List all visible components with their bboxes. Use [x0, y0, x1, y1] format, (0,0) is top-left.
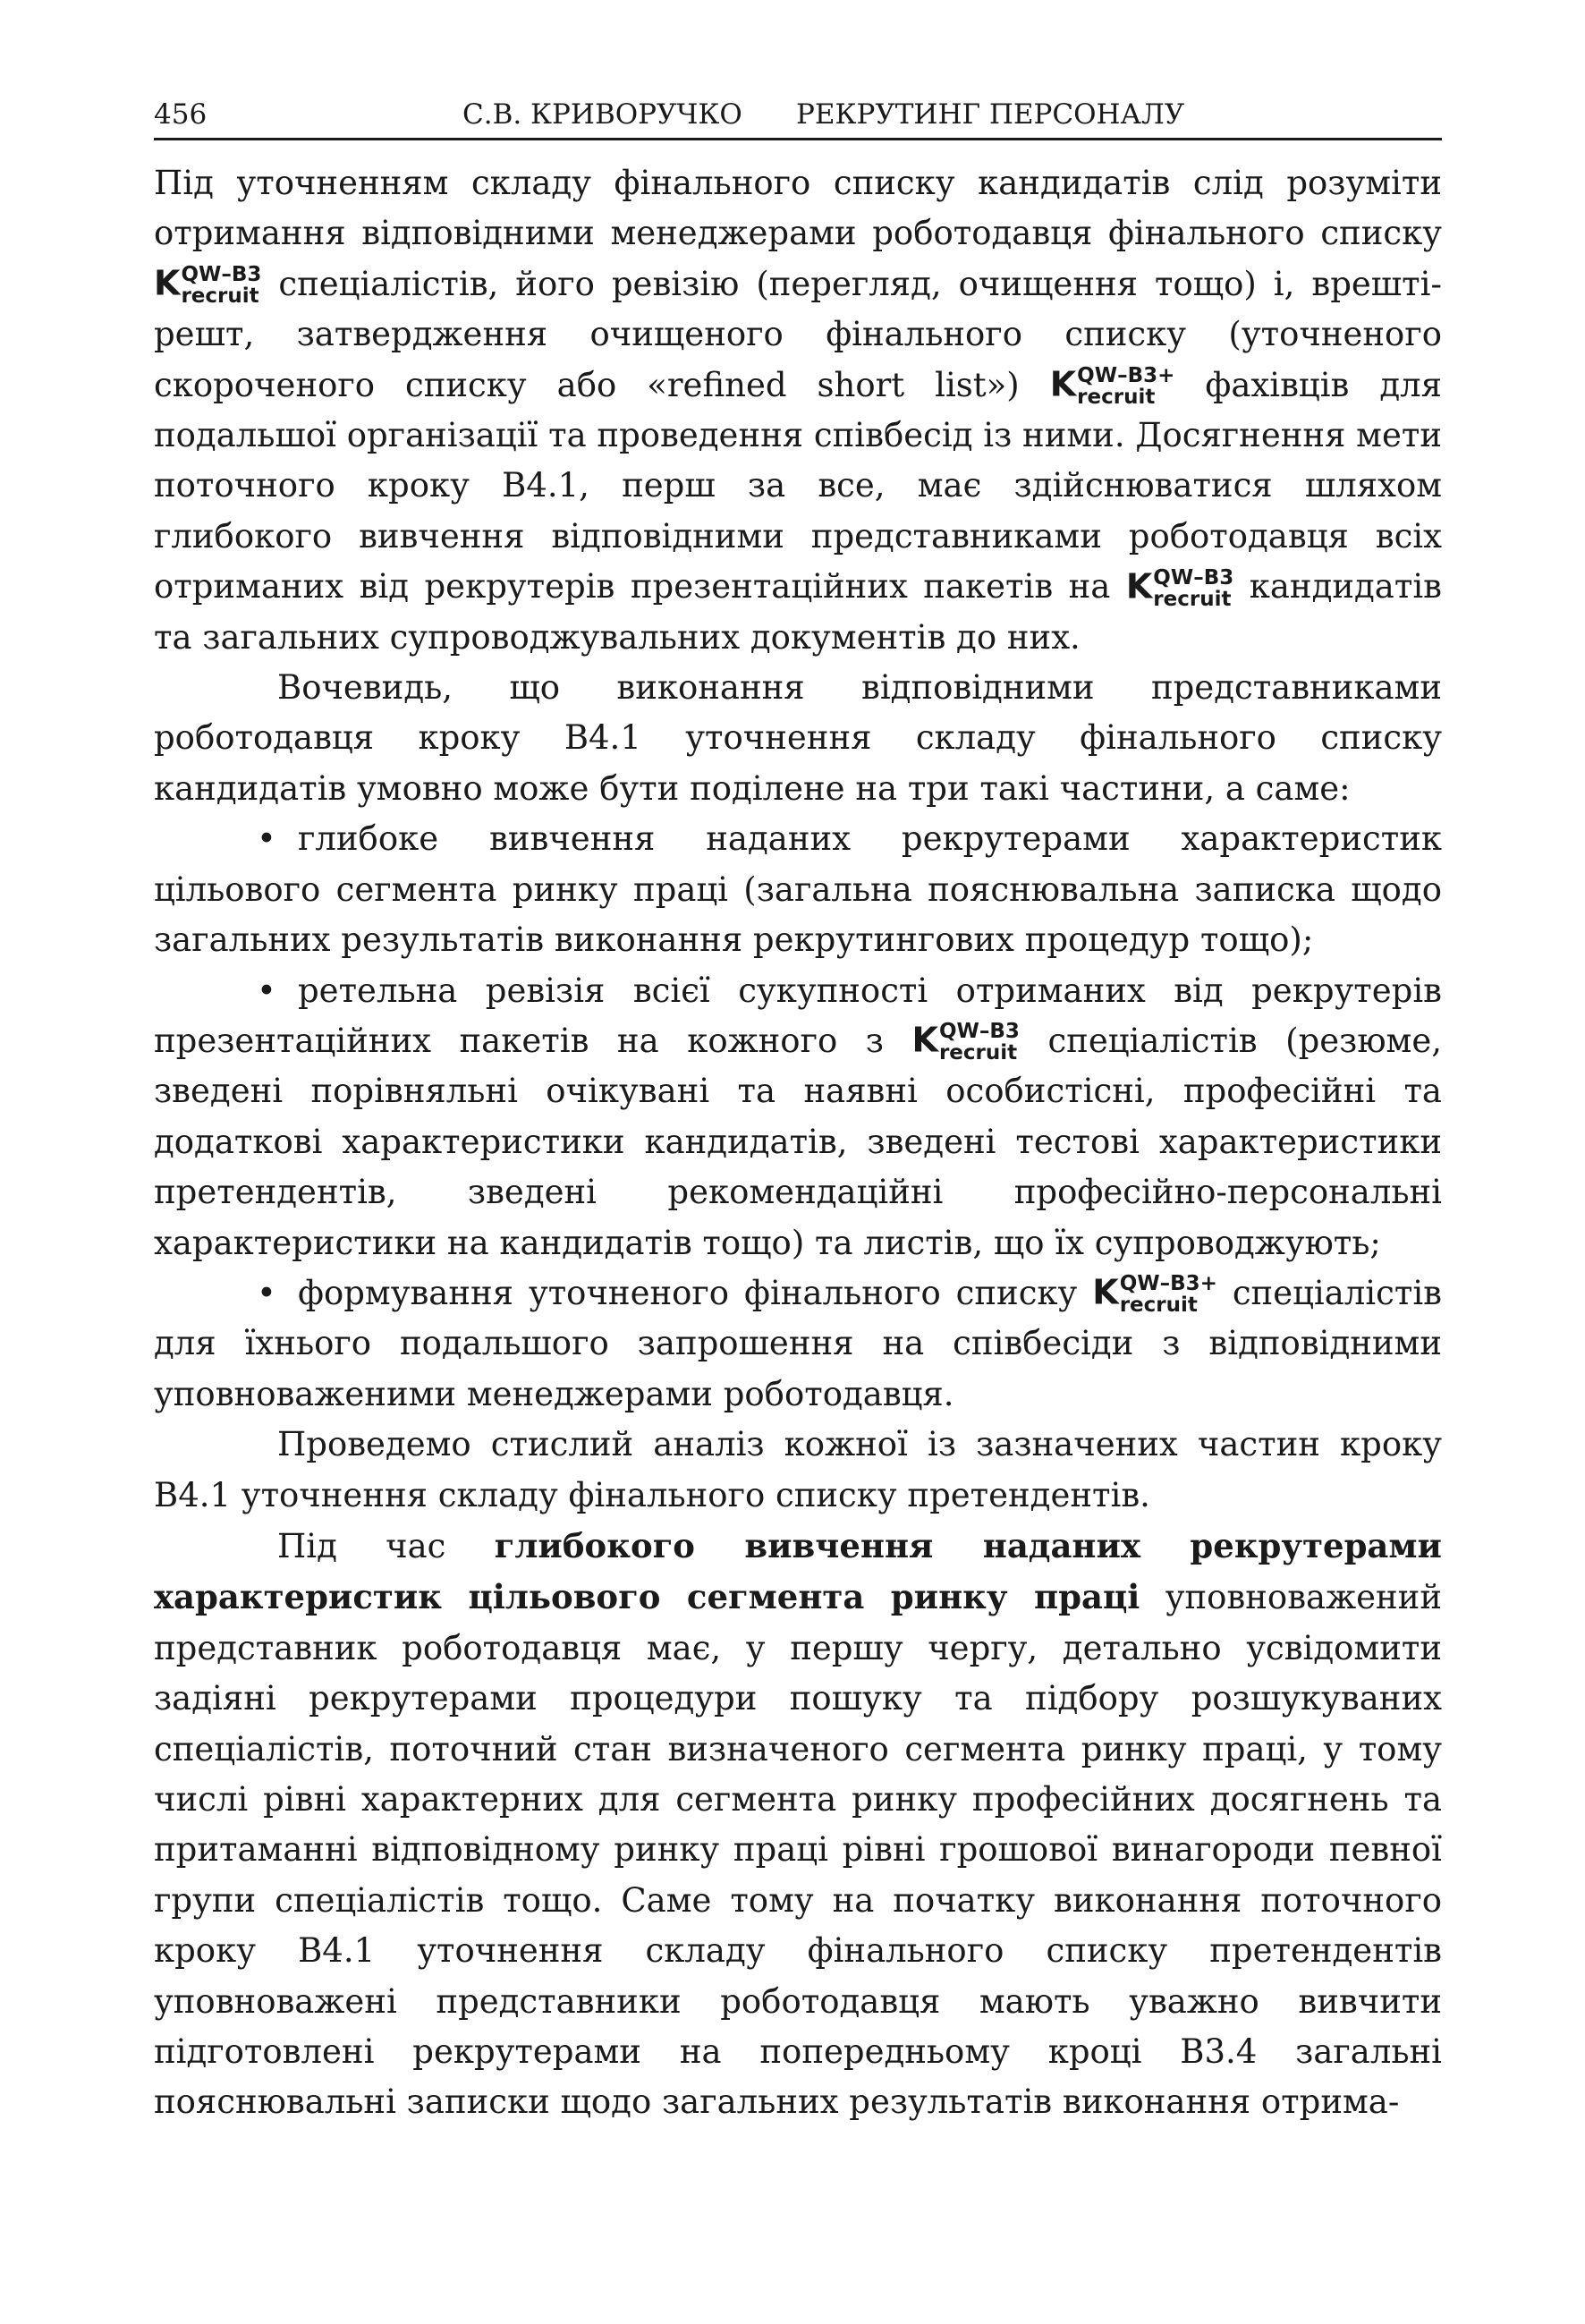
k-recruit-qw-b3-plus-symbol: K QW–B3+ recruit — [1092, 1272, 1217, 1318]
k-recruit-qw-b3-symbol: K QW–B3 recruit — [1125, 565, 1234, 611]
bullet-icon: • — [257, 819, 276, 859]
bullet-item-1: • глибоке вивчення наданих рекрутерами характеристик цільового сегмента ринку праці (загальна пояснювальна записка щодо загальних результатів виконання рекрутингових процедур тощо); — [154, 814, 1442, 965]
header-book-title: РЕКРУТИНГ ПЕРСОНАЛУ — [796, 98, 1185, 131]
k-recruit-qw-b3-plus-symbol: K QW–B3+ recruit — [1049, 363, 1175, 410]
bullet-icon: • — [257, 1273, 276, 1312]
running-header — [154, 98, 1442, 140]
paragraph-1: Під уточненням складу фінального списку кандидатів слід розуміти отримання відповідними менеджерами роботодавця фінального списку K QW–B3 recruit спеціалістів, його ревізію (перегляд, очищення тощо) і, врешті-решт, затвердження очищеного фінального списку (уточненого скороченого списку або «refined short list») K QW–B3+ recruit фахівців для подальшої організації та проведення співбесід із ними. Досягнення мети поточного кроку В4.1, перш за все, має здійснюватися шляхом глибокого вивчення відповідними представниками роботодавця всіх отриманих від рекрутерів презентаційних пакетів на K QW–B3 recruit кандидатів та загальних супроводжувальних документів до них. — [154, 164, 1442, 657]
body-text — [154, 158, 1442, 2128]
bold-phrase: глибокого вивчення наданих рекрутерами характеристик цільового сегмента ринку праці — [154, 1525, 1442, 1617]
bullet-item-3: • формування уточненого фінального списку K QW–B3+ recruit спеціалістів для їхнього подальшого запрошення на співбесіди з відповідними уповноваженими менеджерами роботодавця. — [154, 1268, 1442, 1420]
page — [154, 98, 1442, 2128]
paragraph-3: Проведемо стислий аналіз кожної із зазначених частин кроку В4.1 уточнення складу фінального списку претендентів. — [154, 1425, 1442, 1514]
bullet-icon: • — [257, 971, 276, 1010]
paragraph-4: Під час глибокого вивчення наданих рекрутерами характеристик цільового сегмента ринку праці уповноважений представник роботодавця має, у першу чергу, детально усвідомити задіяні рекрутерами процедури пошуку та підбору розшукуваних спеціалістів, поточний стан визначеного сегмента ринку праці, у тому числі рівні характерних для сегмента ринку професійних досягнень та притаманні відповідному ринку праці рівні грошової винагороди певної групи спеціалістів тощо. Саме тому на початку виконання поточного кроку В4.1 уточнення складу фінального списку претендентів уповноважені представники роботодавця мають уважно вивчити підготовлені рекрутерами на попередньому кроці В3.4 загальні пояснювальні записки щодо загальних результатів виконання отрима- — [154, 1525, 1442, 2122]
k-recruit-qw-b3-symbol: K QW–B3 recruit — [911, 1020, 1020, 1065]
k-recruit-qw-b3-symbol: K QW–B3 recruit — [154, 263, 262, 309]
bullet-item-2: • ретельна ревізія всієї сукупності отриманих від рекрутерів презентаційних пакетів на кожного з K QW–B3 recruit спеціалістів (резюме, зведені порівняльні очікувані та наявні особистісні, професійні та додаткові характеристики кандидатів, зведені тестові характеристики претендентів, зведені рекомендаційні професійно-персональні характеристики на кандидатів тощо) та листів, що їх супроводжують; — [154, 966, 1442, 1268]
page-number: 456 — [154, 98, 208, 131]
paragraph-2: Вочевидь, що виконання відповідними представниками роботодавця кроку В4.1 уточнення складу фінального списку кандидатів умовно може бути поділене на три такі частини, а саме: — [154, 668, 1442, 808]
header-author: С.В. КРИВОРУЧКО — [462, 98, 742, 131]
